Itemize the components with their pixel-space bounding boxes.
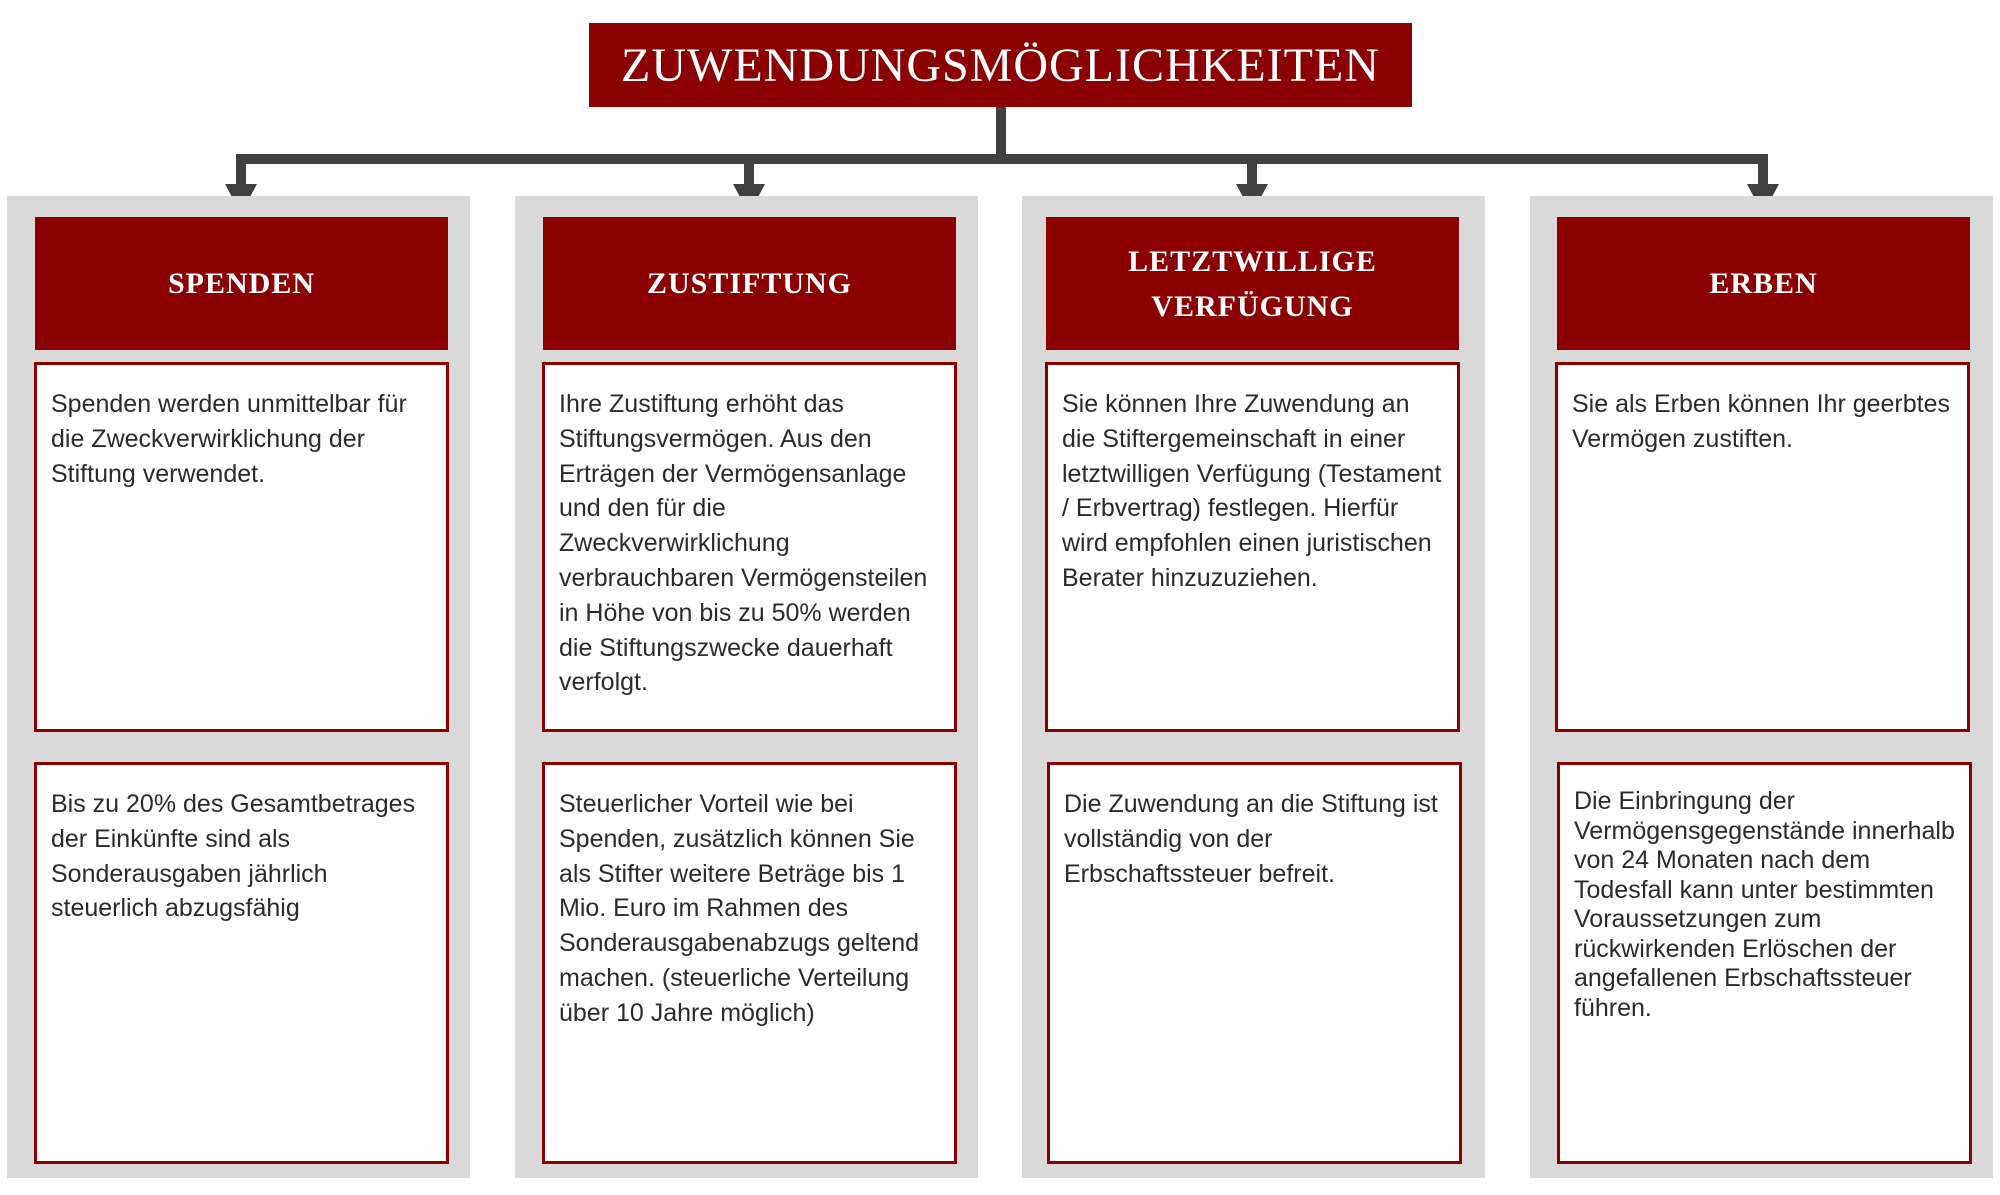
description-box-erben <box>1555 362 1970 732</box>
tax-text: Bis zu 20% des Gesamtbetrages der Einkünfte sind als Sonderausgaben jährlich steuerlich abzugsfähig <box>51 790 416 923</box>
column-heading-spenden <box>35 217 448 350</box>
tax-box-spenden <box>34 762 449 1164</box>
description-box-spenden <box>34 362 449 732</box>
description-text: Ihre Zustiftung erhöht das Stiftungsvermögen. Aus den Erträgen der Vermögensanlage und den für die Zweckverwirklichung verbrauchbaren Vermögensteilen in Höhe von bis zu 50% werden die Stiftungszwecke dauerhaft verfolgt. <box>559 390 928 697</box>
description-text: Sie als Erben können Ihr geerbtes Vermögen zustiften. <box>1572 390 1951 453</box>
description-box-letztwillige-verfuegung <box>1045 362 1460 732</box>
description-box-zustiftung <box>542 362 957 732</box>
heading-line: VERFÜGUNG <box>1151 289 1354 323</box>
column-heading-erben <box>1557 217 1970 350</box>
column-heading-letztwillige-verfuegung <box>1046 217 1459 350</box>
heading-text: ERBEN <box>1709 267 1818 300</box>
tax-text: Die Zuwendung an die Stiftung ist vollständig von der Erbschaftssteuer befreit. <box>1064 790 1438 888</box>
description-text: Spenden werden unmittelbar für die Zweckverwirklichung der Stiftung verwendet. <box>51 390 407 488</box>
heading-text <box>1128 239 1377 329</box>
heading-text: SPENDEN <box>167 267 316 300</box>
tax-box-zustiftung <box>542 762 957 1164</box>
tax-box-erben <box>1557 762 1972 1164</box>
tax-box-letztwillige-verfuegung <box>1047 762 1462 1164</box>
diagram-title: ZUWENDUNGSMÖGLICHKEITEN <box>589 23 1412 107</box>
heading-text: ZUSTIFTUNG <box>646 267 853 300</box>
tax-text: Die Einbringung der Vermögensgegenstände innerhalb von 24 Monaten nach dem Todesfall kann unter bestimmten Voraussetzungen zum rückwirkenden Erlöschen der angefallenen Erbschaftssteuer führen. <box>1574 787 1955 1022</box>
column-heading-zustiftung <box>543 217 956 350</box>
tax-text: Steuerlicher Vorteil wie bei Spenden, zusätzlich können Sie als Stifter weitere Beträge bis 1 Mio. Euro im Rahmen des Sonderausgabenabzugs geltend machen. (steuerliche Verteilung über 10 Jahre möglich) <box>559 790 920 1027</box>
description-text: Sie können Ihre Zuwendung an die Stiftergemeinschaft in einer letztwilligen Verfügung (Testament / Erbvertrag) festlegen. Hierfür wird empfohlen einen juristischen Berater hinzuzuziehen. <box>1062 390 1442 592</box>
heading-line: LETZTWILLIGE <box>1128 244 1377 278</box>
